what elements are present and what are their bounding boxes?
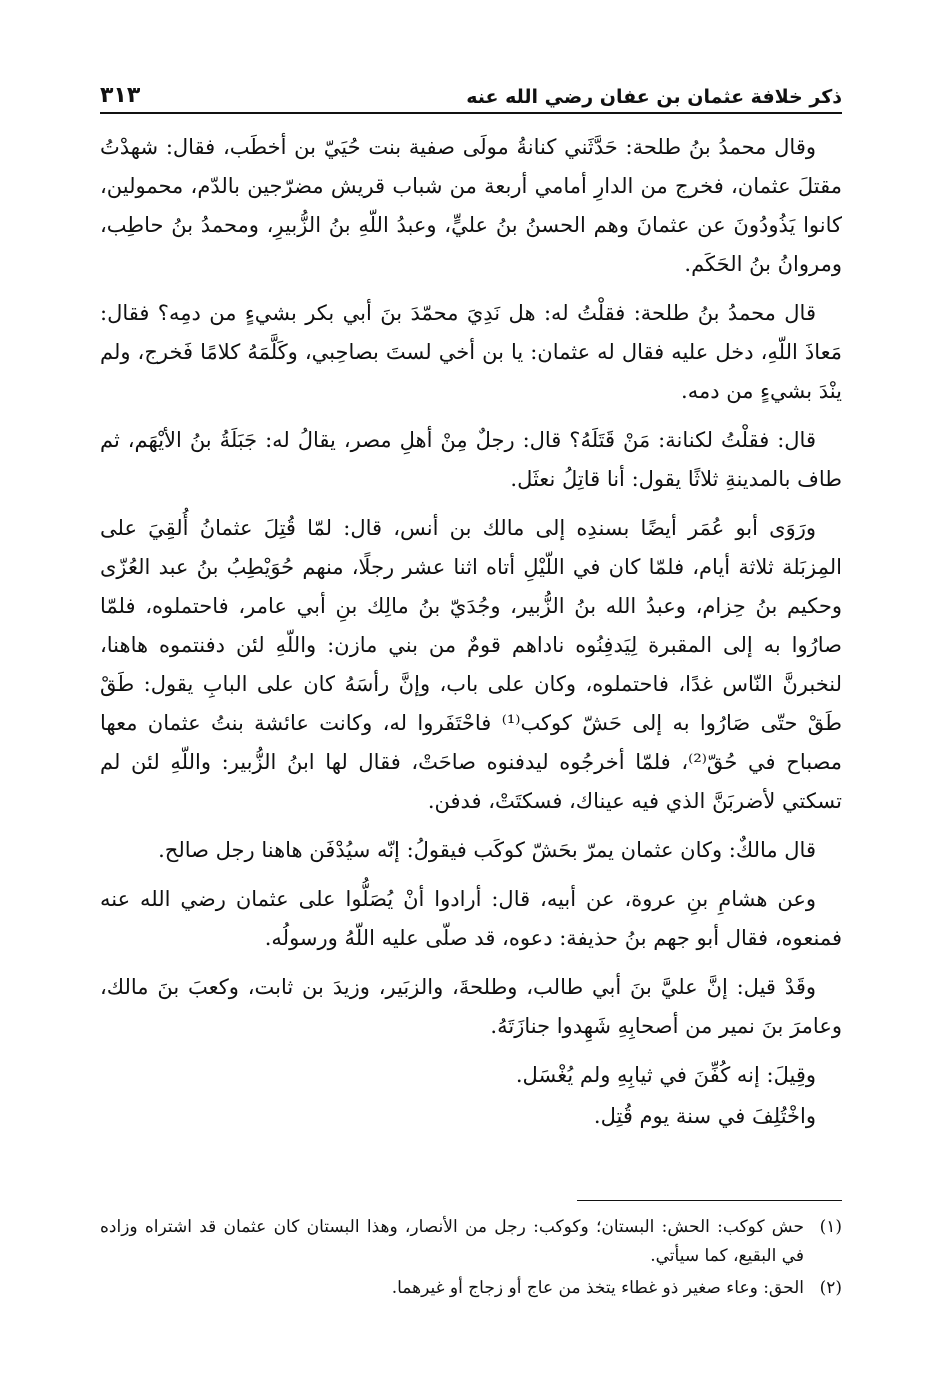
paragraph: قال مالكٌ: وكان عثمان يمرّ بحَشّ كوكَب فيقولُ: إنّه سيُدْفَن هاهنا رجل صالح. [158, 838, 816, 862]
paragraph-line: وقِيلَ: إنه كُفِّنَ في ثيابِهِ ولم يُغْسَل. [515, 1063, 816, 1087]
paragraph: قال: فقلْتُ لكنانة: مَنْ قَتَلَهُ؟ قال: رجلٌ مِنْ أهلِ مصر، يقالُ له: جَبَلَةُ بنُ الأيْهَم، ثم طاف بالمدينةِ ثلاثًا يقول: أنا قاتِلُ نعثَل. [100, 428, 842, 491]
paragraph: وعن هشامِ بنِ عروة، عن أبيه، قال: أرادوا أنْ يُصَلُّوا على عثمان رضي الله عنه فمنعوه، فقال أبو جهم بنُ حذيفة: دعوه، قد صلّى عليه اللّهُ ورسولُه. [100, 887, 842, 950]
footnote-text: حش كوكب: الحش: البستان؛ وكوكب: رجل من الأنصار، وهذا البستان كان عثمان قد اشتراه وزاده في البقيع، كما سيأتي. [100, 1217, 804, 1266]
paragraph: وقَدْ قيل: إنَّ عليَّ بنَ أبي طالب، وطلحةَ، والزبَير، وزيدَ بن ثابت، وكعبَ بنَ مالك، وعامرَ بنَ نمير من أصحابِهِ شَهِدوا جنازَتَهُ. [100, 975, 842, 1038]
paragraph: قال محمدُ بنُ طلحة: فقلْتُ له: هل نَدِيَ محمّدَ بنَ أبي بكر بشيءٍ من دمِه؟ فقال: مَعاذَ اللّهِ، دخل عليه فقال له عثمان: يا بن أخي لستَ بصاحِبي، وكَلَّمَهُ كلامًا فَخرج، ولم ينْدَ بشيءٍ من دمه. [100, 301, 842, 403]
footnote-separator [577, 1200, 842, 1201]
main-text [100, 128, 842, 1178]
page-header [100, 74, 842, 114]
footnote-number: (١) [819, 1217, 842, 1237]
paragraph: ورَوَى أبو عُمَر أيضًا بسندِه إلى مالك بن أنس، قال: لمّا قُتِلَ عثمانُ أُلقِيَ على المِزبَلة ثلاثة أيام، فلمّا كان في اللّيْلِ أتاه اثنا عشر رجلًا، منهم حُوَيْطِبُ بنُ عبد العُزّى وحكيم بنُ حِزام، وعبدُ الله بنُ الزُّبير، وجُدَيّ بنُ مالِك بنِ أبي عامر، فاحتملوه، فلمّا صارُوا به إلى المقبرة لِيَدفِنُوه ناداهم قومٌ من بني مازن: واللّهِ لئن دفنتموه هاهنا، لنخبرنَّ النّاس غدًا، فاحتملوه، وكان على باب، وإنَّ رأسَهُ كان على البابِ يقول: طَقْ طَقْ حتّى صَارُوا به إلى حَشّ كوكب⁽¹⁾ فاحْتَفَروا له، وكانت عائشة بنتُ عثمان معها مصباح في حُقّ⁽²⁾، فلمّا أخرجُوه ليدفنوه صاحَتْ، فقال لها ابنُ الزُّبير: واللّهِ لئن لم تسكتي لأضربَنَّ الذي فيه عيناك، فسكتَتْ، فدفن. [100, 516, 842, 813]
running-title: ذكر خلافة عثمان بن عفان رضي الله عنه [466, 86, 842, 108]
footnote [100, 1274, 842, 1303]
footnote-text: الحق: وعاء صغير ذو غطاء يتخذ من عاج أو زجاج أو غيرهما. [391, 1278, 804, 1298]
footnotes [100, 1213, 842, 1306]
footnote-number: (٢) [819, 1278, 842, 1298]
page-number: ٣١٣ [100, 83, 141, 108]
footnote [100, 1213, 842, 1271]
paragraph-line: واخْتُلِفَ في سنة يوم قُتِل. [593, 1104, 816, 1128]
paragraph: وقال محمدُ بنُ طلحة: حَدَّثَني كنانةُ مولَى صفية بنت حُيَيّ بن أخطَب، فقال: شهدْتُ مقتلَ عثمان، فخرج من الدارِ أمامي أربعة من شباب قريش مضرّجين بالدّم، محمولين، كانوا يَذُودُونَ عن عثمانَ وهم الحسنُ بنُ عليٍّ، وعبدُ اللّهِ بنُ الزُّبيرِ، ومحمدُ بنُ حاطِب، ومروانُ بنُ الحَكَم. [100, 135, 842, 276]
